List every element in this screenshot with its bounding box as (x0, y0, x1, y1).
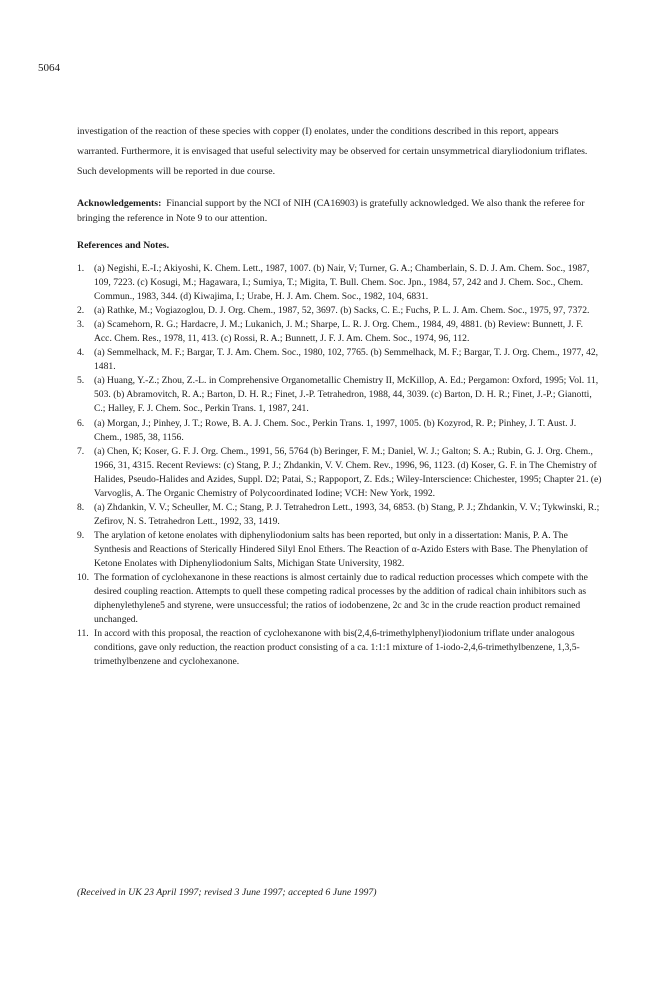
reference-number: 2. (77, 305, 85, 317)
reference-text: (a) Huang, Y.-Z.; Zhou, Z.-L. in Comprehensive Organometallic Chemistry II, McKillop, A. Ed.; Pergamon: Oxford, 1995; Vol. 11, 503. (b) Abramovitch, R. A.; Barton, D. H. R.; Finet, J.-P. Tetrahedron, 1988, 44, 3039. (c) Barton, D. H. R.; Finet, J.-P.; Gianotti, C.; Halley, F. J. Chem. Soc., Perkin Trans. 1, 1987, 241. (94, 375, 599, 415)
reference-text: (a) Zhdankin, V. V.; Scheuller, M. C.; Stang, P. J. Tetrahedron Lett., 1993, 34, 6853. (b) Stang, P. J.; Zhdankin, V. V.; Tykwinski, R.; Zefirov, N. S. Tetrahedron Lett., 1992, 33, 1419. (94, 501, 600, 527)
reference-item (77, 529, 602, 571)
reference-item (77, 374, 602, 416)
reference-number: 9. (77, 529, 85, 541)
references-heading: References and Notes. (77, 240, 170, 251)
reference-item (77, 417, 602, 445)
reference-number: 3. (77, 319, 85, 331)
reference-item (77, 262, 602, 304)
reference-number: 11. (77, 628, 89, 640)
reference-text: The arylation of ketone enolates with diphenyliodonium salts has been reported, but only in a dissertation: Manis, P. A. The Synthesis and Reactions of Sterically Hindered Silyl Enol Ethers. The Reaction of α-Azido Esters with Base. The Phenylation of Ketone Enolates with Diphenyliodonium Salts, Michigan State University, 1982. (94, 529, 588, 569)
acknowledgements-heading: Acknowledgements: (77, 198, 162, 209)
acknowledgements-paragraph (77, 196, 597, 226)
reference-number: 4. (77, 347, 85, 359)
reference-number: 5. (77, 375, 85, 387)
reference-item (77, 318, 602, 346)
reference-item (77, 571, 602, 627)
page-number: 5064 (38, 62, 60, 74)
reference-number: 10. (77, 572, 89, 584)
reference-text: (a) Scamehorn, R. G.; Hardacre, J. M.; Lukanich, J. M.; Sharpe, L. R. J. Org. Chem., 1984, 49, 4881. (b) Review: Bunnett, J. F. Acc. Chem. Res., 1978, 11, 413. (c) Rossi, R. A.; Bunnett, J. F. J. Am. Chem. Soc., 1974, 96, 112. (94, 319, 584, 345)
reference-text: (a) Semmelhack, M. F.; Bargar, T. J. Am. Chem. Soc., 1980, 102, 7765. (b) Semmelhack, M. F.; Bargar, T. J. Org. Chem., 1977, 42, 1481. (94, 347, 599, 373)
reference-number: 7. (77, 445, 85, 457)
reference-item (77, 346, 602, 374)
references-list (77, 262, 602, 669)
reference-text: In accord with this proposal, the reaction of cyclohexanone with bis(2,4,6-trimethylphenyl)iodonium triflate under analogous conditions, gave only reduction, the reaction product consisting of a ca. 1:1:1 mixture of 1-iodo-2,4,6-trimethylbenzene, 1,3,5-trimethylbenzene and cyclohexanone. (94, 628, 580, 668)
reference-text: (a) Chen, K; Koser, G. F. J. Org. Chem., 1991, 56, 5764 (b) Beringer, F. M.; Daniel, W. J.; Galton; S. A.; Rubin, G. J. Org. Chem., 1966, 31, 4315. Recent Reviews: (c) Stang, P. J.; Zhdankin, V. V. Chem. Rev., 1996, 96, 1123. (d) Koser, G. F. in The Chemistry of Halides, Pseudo-Halides and Azides, Suppl. D2; Patai, S.; Rappoport, Z. Eds.; Wiley-Interscience: Chichester, 1995; Chapter 21. (e) Varvoglis, A. The Organic Chemistry of Polycoordinated Iodine; VCH: New York, 1992. (94, 445, 602, 499)
reference-item (77, 501, 602, 529)
intro-paragraph: investigation of the reaction of these species with copper (I) enolates, under the conditions described in this report, appears warranted. Furthermore, it is envisaged that useful selectivity may be observed for certain unsymmetrical diaryliodonium triflates. Such developments will be reported in due course. (77, 126, 588, 177)
reference-number: 1. (77, 263, 85, 274)
reference-item (77, 445, 602, 501)
reference-number: 8. (77, 501, 85, 513)
reference-item (77, 304, 602, 318)
reference-number: 6. (77, 417, 85, 429)
reference-item (77, 627, 602, 669)
received-dates: (Received in UK 23 April 1997; revised 3 June 1997; accepted 6 June 1997) (77, 887, 377, 898)
reference-text: (a) Negishi, E.-I.; Akiyoshi, K. Chem. Lett., 1987, 1007. (b) Nair, V; Turner, G. A.; Chamberlain, S. D. J. Am. Chem. Soc., 1987, 109, 7223. (c) Kosugi, M.; Hagawara, I.; Sumiya, T.; Migita, T. Bull. Chem. Soc. Jpn., 1984, 57, 242 and J. Chem. Soc., Chem. Commun., 1983, 344. (d) Kiwajima, I.; Urabe, H. J. Am. Chem. Soc., 1982, 104, 6831. (94, 263, 590, 303)
reference-text: The formation of cyclohexanone in these reactions is almost certainly due to radical reduction processes which compete with the desired coupling reaction. Attempts to quell these competing radical processes by the addition of radical chain inhibitors such as diphenylethylene5 and styrene, were unsuccessful; the ratios of iodobenzene, 2c and 3c in the crude reaction product remained unchanged. (94, 572, 588, 626)
acknowledgements-text: Financial support by the NCI of NIH (CA16903) is gratefully acknowledged. We also thank the referee for bringing the reference in Note 9 to our attention. (77, 198, 585, 224)
reference-text: (a) Rathke, M.; Vogiazoglou, D. J. Org. Chem., 1987, 52, 3697. (b) Sacks, C. E.; Fuchs, P. L. J. Am. Chem. Soc., 1975, 97, 7372. (94, 305, 590, 317)
reference-text: (a) Morgan, J.; Pinhey, J. T.; Rowe, B. A. J. Chem. Soc., Perkin Trans. 1, 1997, 1005. (b) Kozyrod, R. P.; Pinhey, J. T. Aust. J. Chem., 1985, 38, 1156. (94, 417, 577, 443)
